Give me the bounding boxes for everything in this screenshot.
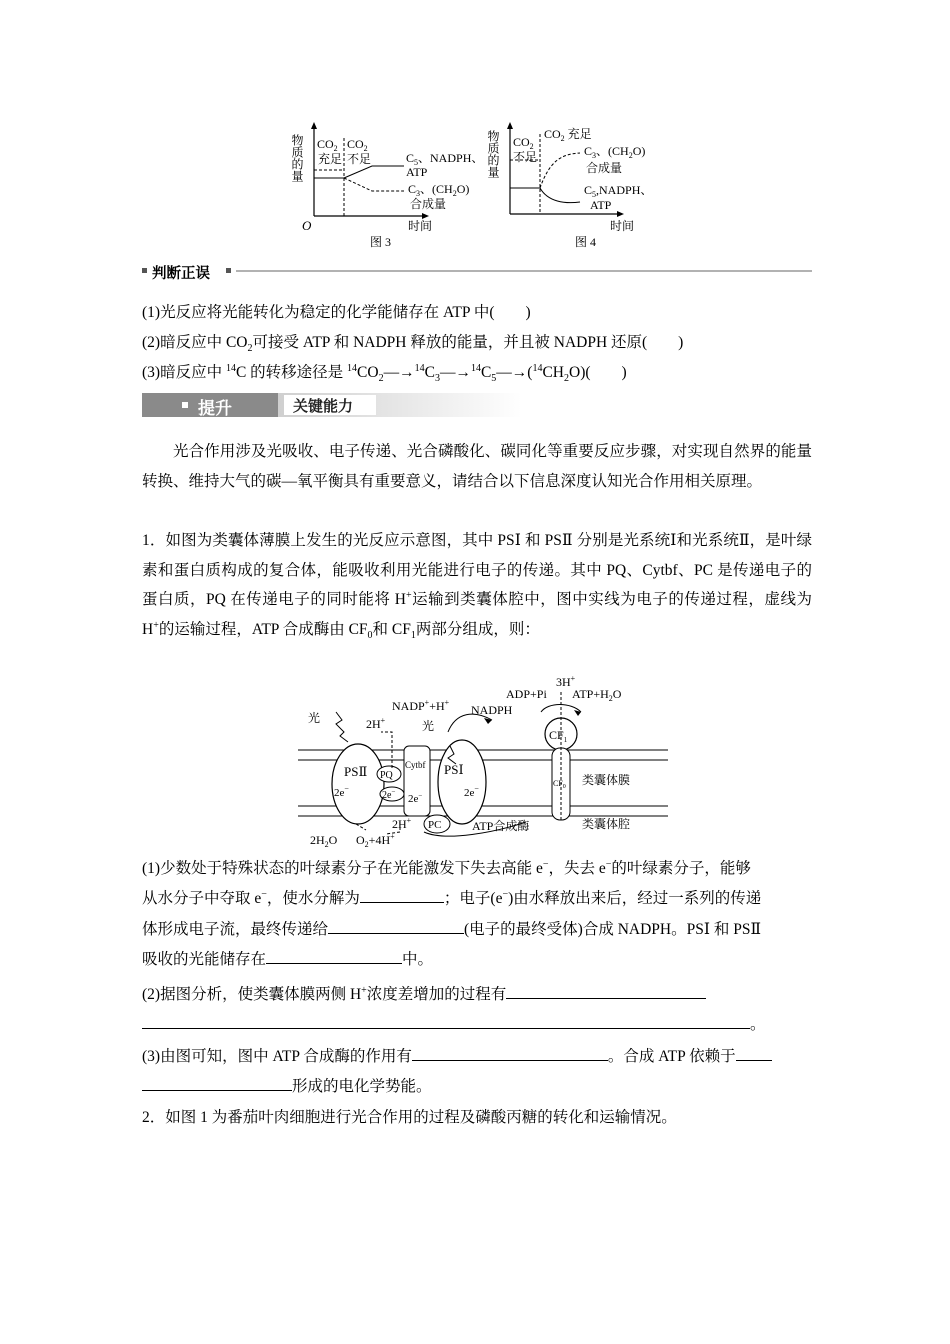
sub1-line2: 从水分子中夺取 e−，使水分解为 ；电子(e−)由水释放出来后，经过一系列的传递 [142,888,762,907]
intro-paragraph: 光合作用涉及光吸收、电子传递、光合磷酸化、碳同化等重要反应步骤，对实现自然界的能量转换、维持大气的碳—氧平衡具有重要意义，请结合以下信息深度认知光合作用相关原理。 [142,443,812,490]
fig3-caption: 图 3 [370,235,392,249]
cytbf-complex [404,746,430,816]
answer-blank[interactable] [412,1046,608,1061]
adp-label: ADP+Pi [506,687,547,701]
fig4-ylabel: 物质的量 [486,130,500,178]
arrow-icon: —→ [496,364,528,381]
atp-synthase-label: ATP合成酶 [472,819,530,833]
sub3-line2: 形成的电化学势能。 [142,1074,432,1096]
fig4-co2-insufficient: $CO_2$ [513,135,534,151]
sub1-line1: (1)少数处于特殊状态的叶绿素分子在光能激发下失去高能 e−，失去 e−的叶绿素分子，能够 [142,858,751,877]
q2-stem: 2．如图 1 为番茄叶肉细胞进行光合作用的过程及磷酸丙糖的转化和运输情况。 [142,1109,677,1126]
fig3-label-lower-2: 合成量 [410,197,447,211]
psi-complex [438,740,486,824]
tisheng-sublabel: 关键能力 [293,398,354,415]
answer-blank[interactable] [360,888,444,903]
judge-q1: (1)光反应将光能转化为稳定的化学能储存在 ATP 中( ) [142,304,531,321]
light-label-2: 光 [422,719,435,733]
fig3-insufficient-text: 不足 [347,152,372,166]
fig4-label-lower: $C_5,NADPH$、 [584,183,653,199]
answer-blank[interactable] [506,984,706,999]
fig4-label-lower-2: ATP [590,198,612,212]
fig3-label-lower: $C_3$、$(CH_2O)$ [408,182,470,198]
sub2-line1: (2)据图分析，使类囊体膜两侧 H+浓度差增加的过程有 [142,982,706,1004]
atp-label: $ATP+H_2O$ [572,687,622,703]
fig3-co2-sufficient: $CO_2$ [317,137,338,153]
electron-label: 2e− [334,784,349,799]
lumen-label: 类囊体腔 [582,817,631,831]
psii-complex [332,744,384,824]
sub1-line4: 吸收的光能储存在 中。 [142,951,434,968]
answer-blank[interactable] [328,919,464,934]
fig4-label-upper: $C_3$、$(CH_2O)$ [584,144,646,160]
sub3-line1: (3)由图可知，图中 ATP 合成酶的作用有 。合成 ATP 依赖于 [142,1044,772,1066]
answer-blank[interactable] [142,1014,750,1029]
fig3-sufficient-text: 充足 [318,152,343,166]
psi-label: PSⅠ [444,762,464,777]
tisheng-label: 提升 [198,399,232,418]
q1-stem: 1．如图为类囊体薄膜上发生的光反应示意图，其中 PSⅠ 和 PSⅡ 分别是光系统Ⅰ和光系统Ⅱ，是叶绿素和蛋白质构成的复合体，能吸收利用光能进行电子的传递。其中 PQ、Cytbf、PC 是传递电子的蛋白质，PQ 在传递电子的同时能将 H+运输到类囊体腔中，图中实线为电子的传递过程，虚线为 H+的运输过程，ATP 合成酶由 $CF_0$和 $CF_1$两部分组成，则： [142,532,812,641]
fig3-origin: O [302,218,312,233]
nadp-label: NADP++H+ [392,698,450,713]
fig3-co2-insufficient: $CO_2$ [347,137,368,153]
judge-q3: (3)暗反应中 $^{14}$C 的转移途径是 $^{14}CO_2—\to^{14}C_3—\to^{14}C_5—\to(^{14}CH_2O)$( ) [142,362,627,385]
fig4-caption: 图 4 [575,235,597,249]
figure-3 [290,122,483,249]
o2-label: $O_2+4H^+$ [356,832,395,849]
psii-label: PSⅡ [344,764,368,779]
figure-4 [486,122,652,249]
fig3-label-upper-2: ATP [406,165,428,179]
electron-label: 2e− [464,784,479,799]
cf0-label: $CF_0$ [553,779,566,790]
light-label-1: 光 [308,711,321,725]
answer-blank[interactable] [142,1076,292,1091]
answer-blank[interactable] [266,949,402,964]
pq-label: PQ [380,770,393,781]
h-bottom-label: 2H+ [392,816,412,831]
h3-label: 3H+ [556,674,576,689]
electron-label: 2e− [408,792,423,805]
nadph-label: NADPH [471,703,513,717]
cytbf-label: Cytbf [405,760,426,770]
judge-section-title: 判断正误 [152,262,216,283]
membrane-label: 类囊体膜 [582,773,631,787]
pc-label: PC [428,819,442,831]
fig4-label-upper-2: 合成量 [586,161,623,175]
fig3-xlabel: 时间 [408,219,433,233]
light-reaction-diagram [296,672,676,852]
arrow-icon: —→ [383,364,415,381]
section-divider [142,263,812,279]
judge-q2: (2)暗反应中 $CO_2$可接受 ATP 和 NADPH 释放的能量，并且被 NADPH 还原( ) [142,334,684,355]
figure-3-and-4 [280,118,700,253]
electron-label: 2e− [382,788,396,801]
answer-blank[interactable] [736,1046,772,1061]
fig4-xlabel: 时间 [610,219,635,233]
h2o-label: $2H_2O$ [310,833,338,849]
fig3-ylabel: 物质的量 [290,134,304,182]
cf1-label: $CF_1$ [549,728,568,744]
sub2-line2: 。 [142,1012,766,1034]
fig4-co2-sufficient: $CO_2$ 充足 [544,127,592,143]
h-top-label: 2H+ [366,716,386,731]
arrow-icon: —→ [439,364,471,381]
fig4-insufficient-text: 不足 [513,150,538,164]
sub1-line3: 体形成电子流，最终传递给 (电子的最终受体)合成 NADPH。PSⅠ 和 PSⅡ [142,921,761,938]
fig3-label-upper: $C_5$、NADPH、 [406,151,484,167]
